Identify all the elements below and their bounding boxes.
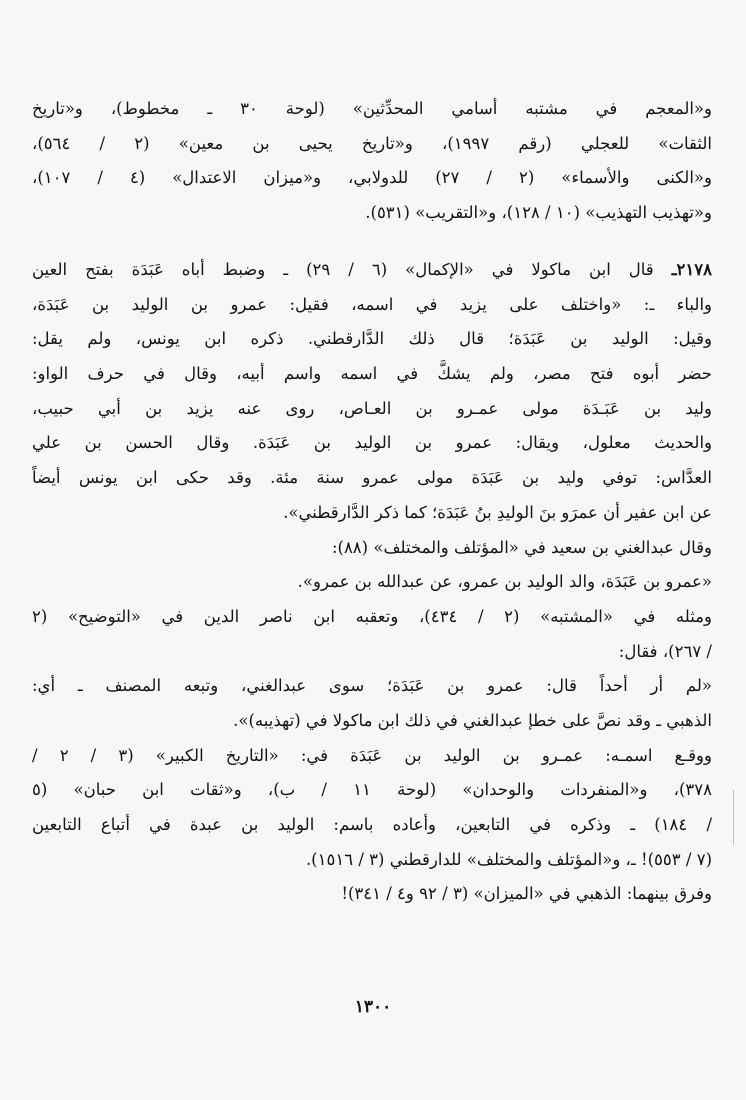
entry-line: العدَّاس: توفي وليد بن عَبَدَة مولى عمرو سنة مئة. وقد حكى ابن يونس أيضاً [32,468,712,488]
entry-line: ومثله في «المشتبه» (٢ / ٤٣٤)، وتعقبه ابن ناصر الدين في «التوضيح» (٢ [32,606,712,626]
entry-number: ٢١٧٨ـ [671,260,712,279]
entry-line: وليد بن عَبَـدَة مولى عمـرو بن العـاص، روى عنه يزيد بن أبي حبيب، [32,398,712,418]
entry-line: ٣٧٨)، و«المنفردات والوحدان» (لوحة ١١ / ب)، و«ثقات ابن حبان» (٥ [32,780,712,800]
entry-line: «لم أر أحداً قال: عمرو بن عَبَدَة؛ سوى عبدالغني، وتبعه المصنف ـ أي: [32,676,712,696]
entry-line: وفرق بينهما: الذهبي في «الميزان» (٣ / ٩٢ و٤ / ٣٤١)! [341,884,712,904]
entry-first-line [32,253,712,288]
entry-line: (٧ / ٥٥٣)! ـ، و«المؤتلف والمختلف» للدارقطني (٣ / ١٥١٦). [305,849,712,869]
first-paragraph [32,92,712,231]
text-line: و«الكنى والأسماء» (٢ / ٢٧) للدولابي، و«ميزان الاعتدال» (٤ / ١٠٧)، [32,168,712,188]
entry-line: عن ابن عفير أن عمرَو بنَ الوليدِ بنُ عَبَدَة؛ كما ذكر الدَّارقطني». [283,502,712,522]
entry-line: والحديث معلول، ويقال: عمرو بن الوليد بن عَبَدَة. وقال الحسن بن علي [32,433,712,453]
entry-line: / ٢٦٧)، فقال: [618,641,712,661]
entry-line: قال ابن ماكولا في «الإكمال» (٦ / ٢٩) ـ وضبط أباه عَبَدَة بفتح العين [32,260,654,279]
entry-line: وقيل: الوليد بن عَبَدَة؛ قال ذلك الدَّارقطني. ذكره ابن يونس، ولم يقل: [32,329,712,349]
entry-line: ووقـع اسمـه: عمـرو بن الوليد بن عَبَدَة في: «التاريخ الكبير» (٣ / ٢ / [32,745,712,765]
entry-2178 [32,253,712,912]
entry-line: حضر أبوه فتح مصر، ولم يشكَّ في اسمه واسم أبيه، وقال في حرف الواو: [32,364,712,384]
text-line: الثقات» للعجلي (رقم ١٩٩٧)، و«تاريخ يحيى بن معين» (٢ / ٥٦٤)، [32,133,712,153]
entry-line: / ١٨٤) ـ وذكره في التابعين، وأعاده باسم: الوليد بن عبدة في أتباع التابعين [32,815,712,834]
entry-line: وقال عبدالغني بن سعيد في «المؤتلف والمختلف» (٨٨): [331,537,712,557]
margin-scan-mark [733,790,734,845]
page-number: ١٣٠٠ [354,997,392,1017]
entry-line: «عمرو بن عَبَدَة، والد الوليد بن عمرو، عن عبدالله بن عمرو». [297,572,712,592]
entry-line: والباء ـ: «واختلف على يزيد في اسمه، فقيل: عمرو بن الوليد بن عَبَدَة، [32,294,712,314]
entry-line: الذهبي ـ وقد نصَّ على خطإ عبدالغني في ذلك ابن ماكولا في (تهذيبه)». [233,710,712,730]
text-line: و«تهذيب التهذيب» (١٠ / ١٢٨)، و«التقريب» (٥٣١). [365,203,712,223]
text-line: و«المعجم في مشتبه أسامي المحدِّثين» (لوحة ٣٠ ـ مخطوط)، و«تاريخ [32,99,712,118]
